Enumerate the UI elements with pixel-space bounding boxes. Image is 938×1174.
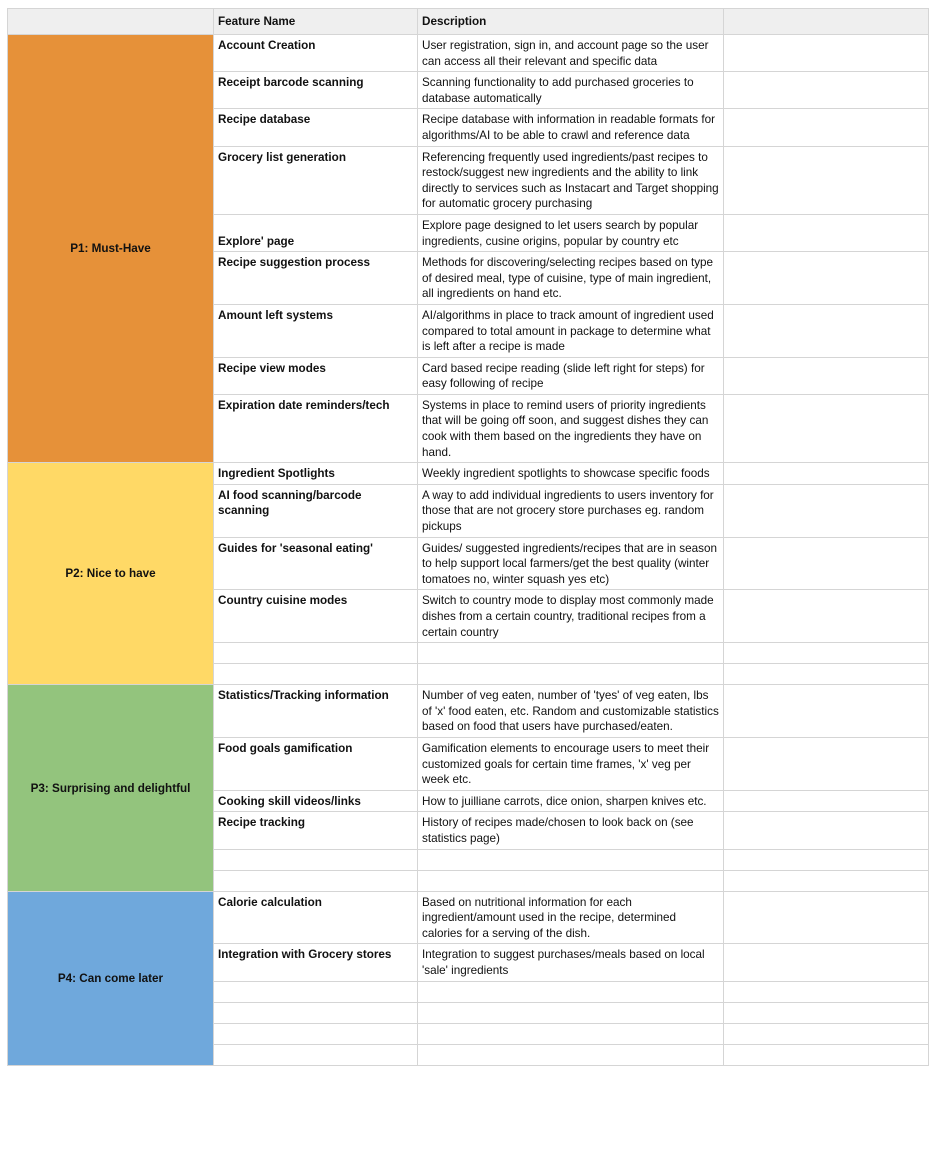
empty-cell[interactable] (724, 849, 929, 870)
table-row (8, 685, 929, 738)
empty-cell[interactable] (724, 484, 929, 537)
description-cell[interactable]: Weekly ingredient spotlights to showcase specific foods (418, 463, 724, 485)
empty-cell[interactable] (724, 214, 929, 251)
description-cell[interactable] (418, 981, 724, 1002)
description-cell[interactable]: Scanning functionality to add purchased groceries to database automatically (418, 72, 724, 109)
feature-cell[interactable]: Account Creation (214, 35, 418, 72)
feature-cell[interactable]: Guides for 'seasonal eating' (214, 537, 418, 590)
extra-header-cell[interactable] (724, 9, 929, 35)
feature-cell[interactable]: Food goals gamification (214, 737, 418, 790)
empty-cell[interactable] (724, 35, 929, 72)
empty-cell[interactable] (724, 394, 929, 462)
feature-cell[interactable]: Integration with Grocery stores (214, 944, 418, 981)
feature-cell[interactable]: Recipe view modes (214, 357, 418, 394)
feature-priority-table (7, 8, 929, 1066)
empty-cell[interactable] (724, 357, 929, 394)
priority-header-cell[interactable] (8, 9, 214, 35)
feature-cell[interactable]: Cooking skill videos/links (214, 790, 418, 812)
description-cell[interactable]: Systems in place to remind users of priority ingredients that will be going off soon, and suggest dishes they can cook with them based on the ingredients they have on hand. (418, 394, 724, 462)
feature-cell[interactable] (214, 1023, 418, 1044)
feature-cell[interactable] (214, 643, 418, 664)
priority-group-p4[interactable]: P4: Can come later (8, 891, 214, 1065)
feature-cell[interactable]: Explore' page (214, 214, 418, 251)
empty-cell[interactable] (724, 790, 929, 812)
feature-cell[interactable]: AI food scanning/barcode scanning (214, 484, 418, 537)
feature-cell[interactable] (214, 664, 418, 685)
feature-cell[interactable]: Country cuisine modes (214, 590, 418, 643)
description-cell[interactable] (418, 849, 724, 870)
feature-cell[interactable] (214, 870, 418, 891)
empty-cell[interactable] (724, 463, 929, 485)
description-cell[interactable]: Explore page designed to let users search by popular ingredients, cusine origins, popular by country etc (418, 214, 724, 251)
description-cell[interactable] (418, 1044, 724, 1065)
feature-cell[interactable]: Ingredient Spotlights (214, 463, 418, 485)
description-cell[interactable]: A way to add individual ingredients to users inventory for those that are not grocery store purchases eg. random pickups (418, 484, 724, 537)
description-cell[interactable] (418, 664, 724, 685)
feature-cell[interactable] (214, 1002, 418, 1023)
description-cell[interactable] (418, 1023, 724, 1044)
empty-cell[interactable] (724, 737, 929, 790)
empty-cell[interactable] (724, 1044, 929, 1065)
feature-cell[interactable]: Calorie calculation (214, 891, 418, 944)
description-cell[interactable]: Methods for discovering/selecting recipes based on type of desired meal, type of cuisine, type of main ingredient, all ingredients on hand etc. (418, 252, 724, 305)
empty-cell[interactable] (724, 981, 929, 1002)
empty-cell[interactable] (724, 643, 929, 664)
description-cell[interactable]: Number of veg eaten, number of 'tyes' of veg eaten, lbs of 'x' food eaten, etc. Random and customizable statistics based on food that users have purchased/eaten. (418, 685, 724, 738)
empty-cell[interactable] (724, 944, 929, 981)
description-cell[interactable]: History of recipes made/chosen to look back on (see statistics page) (418, 812, 724, 849)
empty-cell[interactable] (724, 252, 929, 305)
feature-cell[interactable]: Recipe tracking (214, 812, 418, 849)
feature-cell[interactable] (214, 849, 418, 870)
feature-cell[interactable]: Amount left systems (214, 304, 418, 357)
empty-cell[interactable] (724, 537, 929, 590)
description-cell[interactable] (418, 1002, 724, 1023)
empty-cell[interactable] (724, 72, 929, 109)
description-header[interactable]: Description (418, 9, 724, 35)
feature-cell[interactable]: Grocery list generation (214, 146, 418, 214)
header-row (8, 9, 929, 35)
feature-cell[interactable] (214, 1044, 418, 1065)
description-cell[interactable]: Referencing frequently used ingredients/past recipes to restock/suggest new ingredients and the ability to link directly to services such as Instacart and Target shopping for automatic grocery purchasing (418, 146, 724, 214)
table-row (8, 891, 929, 944)
priority-group-p2[interactable]: P2: Nice to have (8, 463, 214, 685)
feature-cell[interactable]: Recipe database (214, 109, 418, 146)
feature-cell[interactable] (214, 981, 418, 1002)
description-cell[interactable]: Switch to country mode to display most commonly made dishes from a certain country, traditional recipes from a certain country (418, 590, 724, 643)
description-cell[interactable]: AI/algorithms in place to track amount of ingredient used compared to total amount in package to determine what is left after a recipe is made (418, 304, 724, 357)
description-cell[interactable] (418, 870, 724, 891)
empty-cell[interactable] (724, 1002, 929, 1023)
description-cell[interactable]: User registration, sign in, and account page so the user can access all their relevant and specific data (418, 35, 724, 72)
description-cell[interactable]: Card based recipe reading (slide left right for steps) for easy following of recipe (418, 357, 724, 394)
empty-cell[interactable] (724, 685, 929, 738)
feature-name-header[interactable]: Feature Name (214, 9, 418, 35)
empty-cell[interactable] (724, 304, 929, 357)
feature-cell[interactable]: Receipt barcode scanning (214, 72, 418, 109)
feature-cell[interactable]: Recipe suggestion process (214, 252, 418, 305)
empty-cell[interactable] (724, 664, 929, 685)
description-cell[interactable] (418, 643, 724, 664)
description-cell[interactable]: Gamification elements to encourage users to meet their customized goals for certain time frames, 'x' veg per week etc. (418, 737, 724, 790)
table-row (8, 35, 929, 72)
table-row (8, 463, 929, 485)
description-cell[interactable]: Integration to suggest purchases/meals based on local 'sale' ingredients (418, 944, 724, 981)
empty-cell[interactable] (724, 1023, 929, 1044)
description-cell[interactable]: Based on nutritional information for each ingredient/amount used in the recipe, determined calories for a serving of the dish. (418, 891, 724, 944)
empty-cell[interactable] (724, 109, 929, 146)
description-cell[interactable]: Guides/ suggested ingredients/recipes that are in season to help support local farmers/get the best quality (winter tomatoes no, winter squash yes etc) (418, 537, 724, 590)
description-cell[interactable]: How to juilliane carrots, dice onion, sharpen knives etc. (418, 790, 724, 812)
priority-group-p1[interactable]: P1: Must-Have (8, 35, 214, 463)
empty-cell[interactable] (724, 870, 929, 891)
empty-cell[interactable] (724, 891, 929, 944)
feature-cell[interactable]: Expiration date reminders/tech (214, 394, 418, 462)
priority-group-p3[interactable]: P3: Surprising and delightful (8, 685, 214, 891)
description-cell[interactable]: Recipe database with information in readable formats for algorithms/AI to be able to crawl and reference data (418, 109, 724, 146)
empty-cell[interactable] (724, 146, 929, 214)
feature-cell[interactable]: Statistics/Tracking information (214, 685, 418, 738)
empty-cell[interactable] (724, 590, 929, 643)
empty-cell[interactable] (724, 812, 929, 849)
